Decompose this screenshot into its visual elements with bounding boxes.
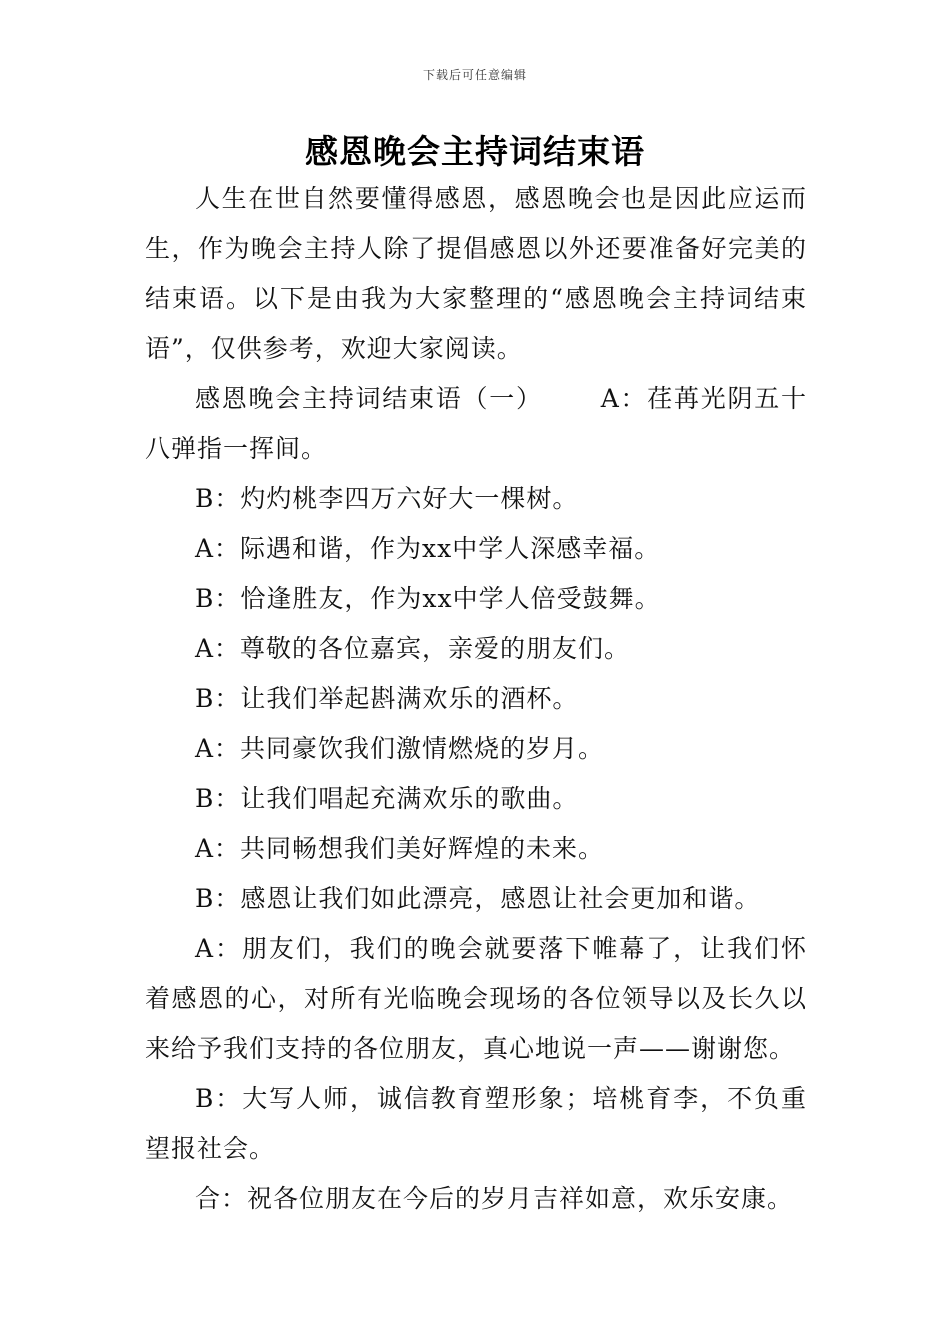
dialogue-line: 合：祝各位朋友在今后的岁月吉祥如意，欢乐安康。	[195, 1184, 794, 1213]
dialogue-line: A：朋友们，我们的晚会就要落下帷幕了，让我们怀着感恩的心，对所有光临晚会现场的各位领导以及长久以来给予我们支持的各位朋友，真心地说一声——谢谢您。	[145, 934, 807, 1063]
dialogue-line: B：让我们举起斟满欢乐的酒杯。	[195, 684, 579, 713]
document-body	[145, 174, 807, 1224]
page-title: 感恩晚会主持词结束语	[305, 132, 645, 171]
dialogue-line: A：际遇和谐，作为xx中学人深感幸福。	[195, 534, 661, 563]
dialogue-line: A：共同畅想我们美好辉煌的未来。	[195, 834, 605, 863]
intro-paragraph: 人生在世自然要懂得感恩，感恩晚会也是因此应运而生，作为晚会主持人除了提倡感恩以外还要准备好完美的结束语。以下是由我为大家整理的“感恩晚会主持词结束语”，仅供参考，欢迎大家阅读。	[145, 184, 807, 363]
dialogue-line: A：尊敬的各位嘉宾，亲爱的朋友们。	[195, 634, 631, 663]
section-heading-paragraph	[145, 374, 807, 474]
dialogue-line: B：灼灼桃李四万六好大一棵树。	[195, 484, 579, 513]
dialogue-line: A：共同豪饮我们激情燃烧的岁月。	[195, 734, 605, 763]
section-heading: 感恩晚会主持词结束语（一）	[195, 384, 543, 413]
dialogue-line: B：大写人师，诚信教育塑形象；培桃育李，不负重望报社会。	[145, 1084, 807, 1163]
dialogue-line: B：恰逢胜友，作为xx中学人倍受鼓舞。	[195, 584, 661, 613]
dialogue-line: B：让我们唱起充满欢乐的歌曲。	[195, 784, 579, 813]
dialogue-line: B：感恩让我们如此漂亮，感恩让社会更加和谐。	[195, 884, 761, 913]
section-first-line: A：荏苒光阴五十八弹指一挥间。	[145, 384, 807, 463]
header-note: 下载后可任意编辑	[422, 68, 527, 82]
